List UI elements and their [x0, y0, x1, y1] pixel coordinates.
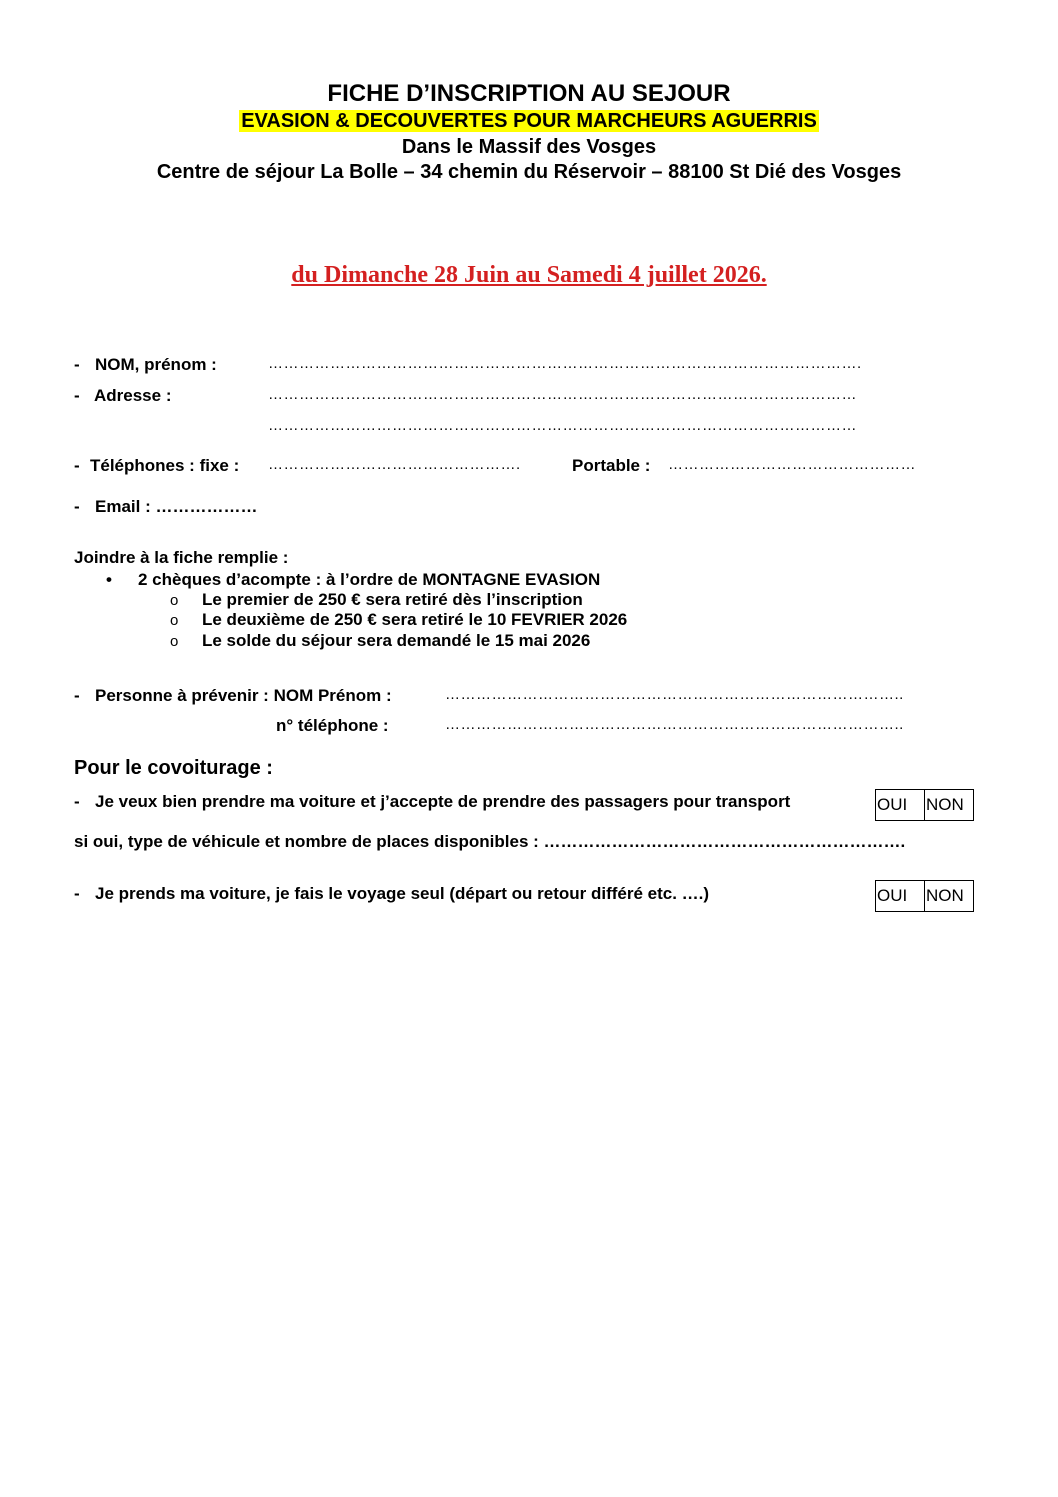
- q1-oui-option[interactable]: OUI: [877, 795, 908, 814]
- telephone-field[interactable]: ………………………………………….: [268, 456, 521, 473]
- sub-item: Le premier de 250 € sera retiré dès l’inscription: [202, 590, 583, 609]
- joindre-heading: Joindre à la fiche remplie :: [74, 548, 289, 567]
- dash: -: [74, 355, 80, 374]
- contact-name-field[interactable]: ……………………………………………………………………………..: [445, 686, 904, 703]
- q1-yes-no: [875, 789, 974, 821]
- adresse-label: Adresse :: [94, 386, 172, 405]
- page-title: FICHE D’INSCRIPTION AU SEJOUR: [327, 80, 731, 107]
- circle-bullet-icon: o: [170, 633, 179, 650]
- sub-item: Le deuxième de 250 € sera retiré le 10 FEVRIER 2026: [202, 610, 628, 629]
- circle-bullet-icon: o: [170, 612, 179, 629]
- dash: -: [74, 884, 80, 903]
- contact-label: Personne à prévenir : NOM Prénom :: [95, 686, 392, 705]
- location: Dans le Massif des Vosges: [401, 136, 657, 158]
- covoiturage-heading: Pour le covoiturage :: [74, 757, 273, 779]
- nom-label: NOM, prénom :: [95, 355, 217, 374]
- telephone-label: Téléphones : fixe :: [90, 456, 240, 475]
- email-field[interactable]: Email : ………………: [95, 497, 258, 516]
- portable-label: Portable :: [572, 456, 651, 475]
- contact-phone-field[interactable]: ……………………………………………………………………………..: [445, 716, 904, 733]
- dash: -: [74, 792, 80, 811]
- adresse-field-1[interactable]: ……………………………………………………………………………………………………: [268, 386, 857, 403]
- q2-non-option[interactable]: NON: [924, 881, 973, 911]
- q2-yes-no: [875, 880, 974, 912]
- stay-dates: du Dimanche 28 Juin au Samedi 4 juillet 2026.: [291, 262, 767, 288]
- nom-field[interactable]: …………………………………………………………………………………………………….: [268, 355, 862, 372]
- adresse-field-2[interactable]: ……………………………………………………………………………………………………: [268, 417, 857, 434]
- circle-bullet-icon: o: [170, 592, 179, 609]
- dash: -: [74, 456, 80, 475]
- sub-item: Le solde du séjour sera demandé le 15 mai 2026: [202, 631, 591, 650]
- portable-field[interactable]: …………………………………………: [668, 456, 916, 473]
- bullet-icon: •: [106, 570, 112, 589]
- highlighted-subtitle: EVASION & DECOUVERTES POUR MARCHEURS AGUERRIS: [241, 110, 817, 132]
- covoiturage-q2: Je prends ma voiture, je fais le voyage seul (départ ou retour différé etc. ….): [95, 884, 710, 903]
- q1-non-option[interactable]: NON: [924, 790, 973, 820]
- dash: -: [74, 497, 80, 516]
- venue-address: Centre de séjour La Bolle – 34 chemin du Réservoir – 88100 St Dié des Vosges: [156, 161, 902, 183]
- covoiturage-q1: Je veux bien prendre ma voiture et j’accepte de prendre des passagers pour transport: [95, 792, 791, 811]
- q2-oui-option[interactable]: OUI: [877, 886, 908, 905]
- contact-phone-label: n° téléphone :: [276, 716, 389, 735]
- vehicle-field[interactable]: si oui, type de véhicule et nombre de places disponibles : ……………………………………………………….: [74, 832, 906, 851]
- cheques-item: 2 chèques d’acompte : à l’ordre de MONTAGNE EVASION: [138, 570, 601, 589]
- dash: -: [74, 386, 80, 405]
- dash: -: [74, 686, 80, 705]
